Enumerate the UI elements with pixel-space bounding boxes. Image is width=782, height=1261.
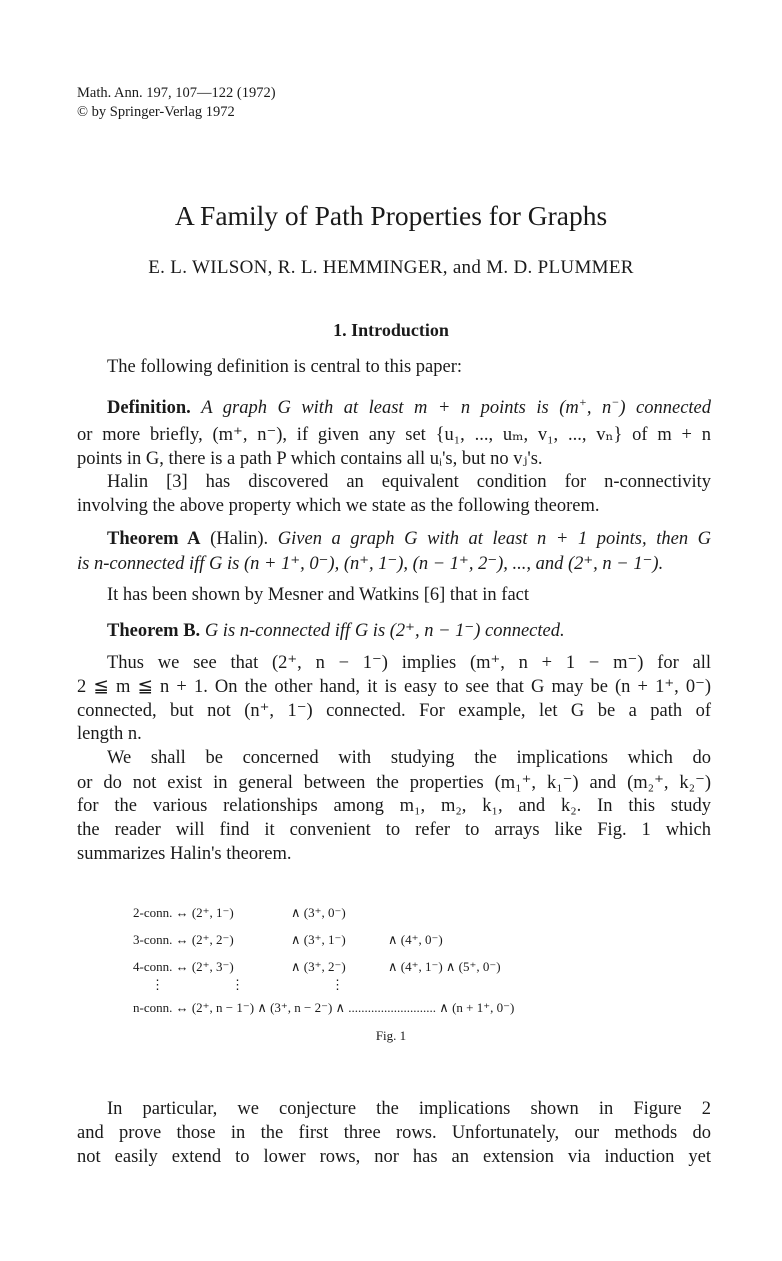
- definition-line-3: points in G, there is a path P which contains all uᵢ's, but no vⱼ's.: [77, 449, 543, 469]
- author-and: and: [452, 257, 482, 278]
- fig-row-2-lhs: 3-conn. ↔ (2⁺, 2⁻): [133, 932, 234, 947]
- intro-line: The following definition is central to this paper:: [107, 357, 463, 377]
- author-wilson-surname: ILSON: [210, 257, 268, 278]
- author-hemminger-surname: EMMINGER: [336, 257, 443, 278]
- theorem-a-attribution: (Halin).: [210, 529, 269, 549]
- study-paragraph-line-5: summarizes Halin's theorem.: [77, 844, 292, 864]
- figure-1-caption: Fig. 1: [375, 1028, 407, 1043]
- journal-reference: Math. Ann. 197, 107—122 (1972): [77, 85, 276, 101]
- fig-row-2-col-3: ∧ (4⁺, 0⁻): [388, 932, 443, 947]
- study-paragraph-line-1: We shall be concerned with studying the implications which do: [107, 748, 711, 768]
- author-list: E. L. WILSON, R. L. HEMMINGER, and M. D. PLUMMER: [148, 257, 634, 278]
- fig-row-3-col-2: ∧ (3⁺, 2⁻): [291, 959, 346, 974]
- fig-vdots-3: ⋮: [331, 977, 344, 992]
- final-paragraph-line-2: and prove those in the first three rows. Unfortunately, our methods do: [77, 1123, 711, 1143]
- theorem-a-label: Theorem A: [107, 529, 201, 549]
- section-heading: 1. Introduction: [333, 320, 449, 340]
- fig-row-3-lhs: 4-conn. ↔ (2⁺, 3⁻): [133, 959, 234, 974]
- author-wilson-initials: E. L. W: [148, 257, 211, 278]
- study-paragraph-line-4: the reader will find it convenient to refer to arrays like Fig. 1 which: [77, 820, 711, 840]
- mesner-line: It has been shown by Mesner and Watkins [6] that in fact: [107, 585, 530, 605]
- theorem-a-line-2: is n-connected iff G is (n + 1⁺, 0⁻), (n⁺, 1⁻), (n − 1⁺, 2⁻), ..., and (2⁺, n − 1⁻).: [77, 554, 664, 574]
- definition-line-1: [107, 394, 712, 419]
- author-plummer-initials: M. D. P: [486, 257, 549, 278]
- fig-row-1-lhs: 2-conn. ↔ (2⁺, 1⁻): [133, 905, 234, 920]
- theorem-b-text: G is n-connected iff G is (2⁺, n − 1⁻) connected.: [204, 621, 565, 641]
- final-paragraph-line-3: not easily extend to lower rows, nor has an extension via induction yet: [77, 1147, 711, 1167]
- theorem-a-text: Given a graph G with at least n + 1 points, then G: [277, 529, 712, 549]
- fig-vdots-2: ⋮: [231, 977, 244, 992]
- fig-row-n: n-conn. ↔ (2⁺, n − 1⁻) ∧ (3⁺, n − 2⁻) ∧ ........................... ∧ (n + 1⁺, 0⁻): [133, 1000, 515, 1015]
- study-paragraph-line-2: or do not exist in general between the properties (m₁⁺, k₁⁻) and (m₂⁺, k₂⁻): [77, 773, 711, 793]
- theorem-a-line-1: [107, 529, 711, 550]
- halin-paragraph-line-2: involving the above property which we state as the following theorem.: [77, 496, 600, 516]
- theorem-b: [107, 620, 711, 642]
- thus-paragraph-line-4: length n.: [77, 724, 142, 744]
- fig-row-2-col-2: ∧ (3⁺, 1⁻): [291, 932, 346, 947]
- fig-vdots-1: ⋮: [151, 977, 164, 992]
- thus-paragraph-line-1: Thus we see that (2⁺, n − 1⁻) implies (m⁺, n + 1 − m⁻) for all: [107, 653, 711, 673]
- fig-row-3-col-3: ∧ (4⁺, 1⁻) ∧ (5⁺, 0⁻): [388, 959, 501, 974]
- theorem-b-label: Theorem B.: [107, 621, 201, 641]
- definition-label: Definition.: [107, 398, 191, 418]
- thus-paragraph-line-2: 2 ≦ m ≦ n + 1. On the other hand, it is easy to see that G may be (n + 1⁺, 0⁻): [77, 677, 711, 697]
- author-hemminger-initials: R. L. H: [277, 257, 337, 278]
- halin-paragraph-line-1: Halin [3] has discovered an equivalent condition for n-connectivity: [107, 472, 711, 492]
- paper-title: A Family of Path Properties for Graphs: [174, 200, 608, 231]
- fig-row-1-col-2: ∧ (3⁺, 0⁻): [291, 905, 346, 920]
- definition-line-2: or more briefly, (m⁺, n⁻), if given any set {u₁, ..., uₘ, v₁, ..., vₙ} of m + n: [77, 425, 711, 445]
- final-paragraph-line-1: In particular, we conjecture the implications shown in Figure 2: [107, 1099, 711, 1119]
- study-paragraph-line-3: for the various relationships among m₁, m₂, k₁, and k₂. In this study: [77, 796, 711, 816]
- author-plummer-surname: LUMMER: [548, 257, 634, 278]
- copyright-line: © by Springer-Verlag 1972: [77, 104, 235, 120]
- definition-text-a: A graph G with at least m + n points is (m+, n−) connected: [201, 394, 712, 418]
- thus-paragraph-line-3: connected, but not (n⁺, 1⁻) connected. For example, let G be a path of: [77, 701, 711, 721]
